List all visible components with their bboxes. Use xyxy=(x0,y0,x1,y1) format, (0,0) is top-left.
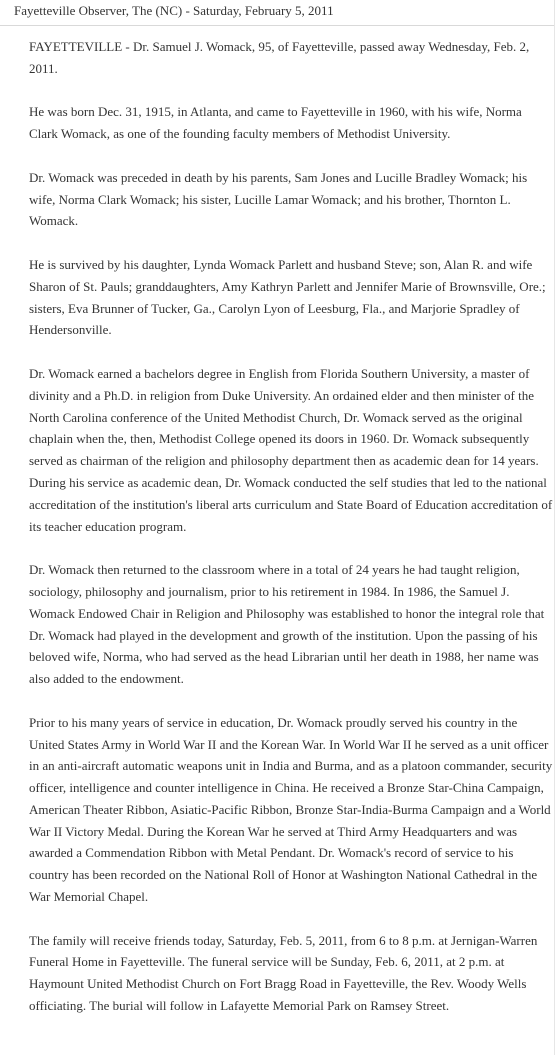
source-line: Fayetteville Observer, The (NC) - Saturday, February 5, 2011 xyxy=(14,3,334,18)
obituary-article xyxy=(29,36,553,1039)
paragraph-survived: He is survived by his daughter, Lynda Womack Parlett and husband Steve; son, Alan R. and wife Sharon of St. Pauls; granddaughters, Amy Kathryn Parlett and Jennifer Marie of Brownsville, Ore.; sisters, Eva Brunner of Tucker, Ga., Carolyn Lyon of Leesburg, Fla., and Marjorie Spradley of Hendersonville. xyxy=(29,256,546,338)
paragraph-military: Prior to his many years of service in education, Dr. Womack proudly served his country in the United States Army in World War II and the Korean War. In World War II he served as a unit officer in an anti-aircraft automatic weapons unit in India and Burma, and as a platoon commander, security officer, intelligence and counter intelligence in China. He received a Bronze Star-China Campaign, American Theater Ribbon, Asiatic-Pacific Ribbon, Bronze Star-India-Burma Campaign and a World War II Victory Medal. During the Korean War he served at Third Army Headquarters and was awarded a Commendation Ribbon with Metal Pendant. Dr. Womack's record of service to his country has been recorded on the National Roll of Honor at Washington National Cathedral in the War Memorial Chapel. xyxy=(29,714,553,905)
paragraph-services: The family will receive friends today, Saturday, Feb. 5, 2011, from 6 to 8 p.m. at Jernigan-Warren Funeral Home in Fayetteville. The funeral service will be Sunday, Feb. 6, 2011, at 2 p.m. at Haymount United Methodist Church on Fort Bragg Road in Fayetteville, the Rev. Woody Wells officiating. The burial will follow in Lafayette Memorial Park on Ramsey Street. xyxy=(29,932,538,1014)
paragraph-teaching: Dr. Womack then returned to the classroom where in a total of 24 years he had taught religion, sociology, philosophy and journalism, prior to his retirement in 1984. In 1986, the Samuel J. Womack Endowed Chair in Religion and Philosophy was established to honor the integral role that Dr. Womack had played in the development and growth of the institution. Upon the passing of his beloved wife, Norma, who had served as the head Librarian until her death in 1988, her name was also added to the endowment. xyxy=(29,562,545,687)
source-header xyxy=(0,0,555,26)
page-edge-divider xyxy=(554,0,555,1055)
paragraph-announcement: FAYETTEVILLE - Dr. Samuel J. Womack, 95, of Fayetteville, passed away Wednesday, Feb. 2, 2011. xyxy=(29,39,530,76)
paragraph-preceded: Dr. Womack was preceded in death by his parents, Sam Jones and Lucille Bradley Womack; his wife, Norma Clark Womack; his sister, Lucille Lamar Womack; and his brother, Thornton L. Womack. xyxy=(29,169,528,229)
paragraph-birth: He was born Dec. 31, 1915, in Atlanta, and came to Fayetteville in 1960, with his wife, Norma Clark Womack, as one of the founding faculty members of Methodist University. xyxy=(29,104,522,142)
paragraph-education: Dr. Womack earned a bachelors degree in English from Florida Southern University, a master of divinity and a Ph.D. in religion from Duke University. An ordained elder and then minister of the North Carolina conference of the United Methodist Church, Dr. Womack served as the original chaplain when the, then, Methodist College opened its doors in 1960. Dr. Womack subsequently served as chairman of the religion and philosophy department then as academic dean for 14 years. During his service as academic dean, Dr. Womack conducted the self studies that led to the national accreditation of the institution's liberal arts curriculum and State Board of Education accreditation of its teacher education program. xyxy=(29,365,553,534)
